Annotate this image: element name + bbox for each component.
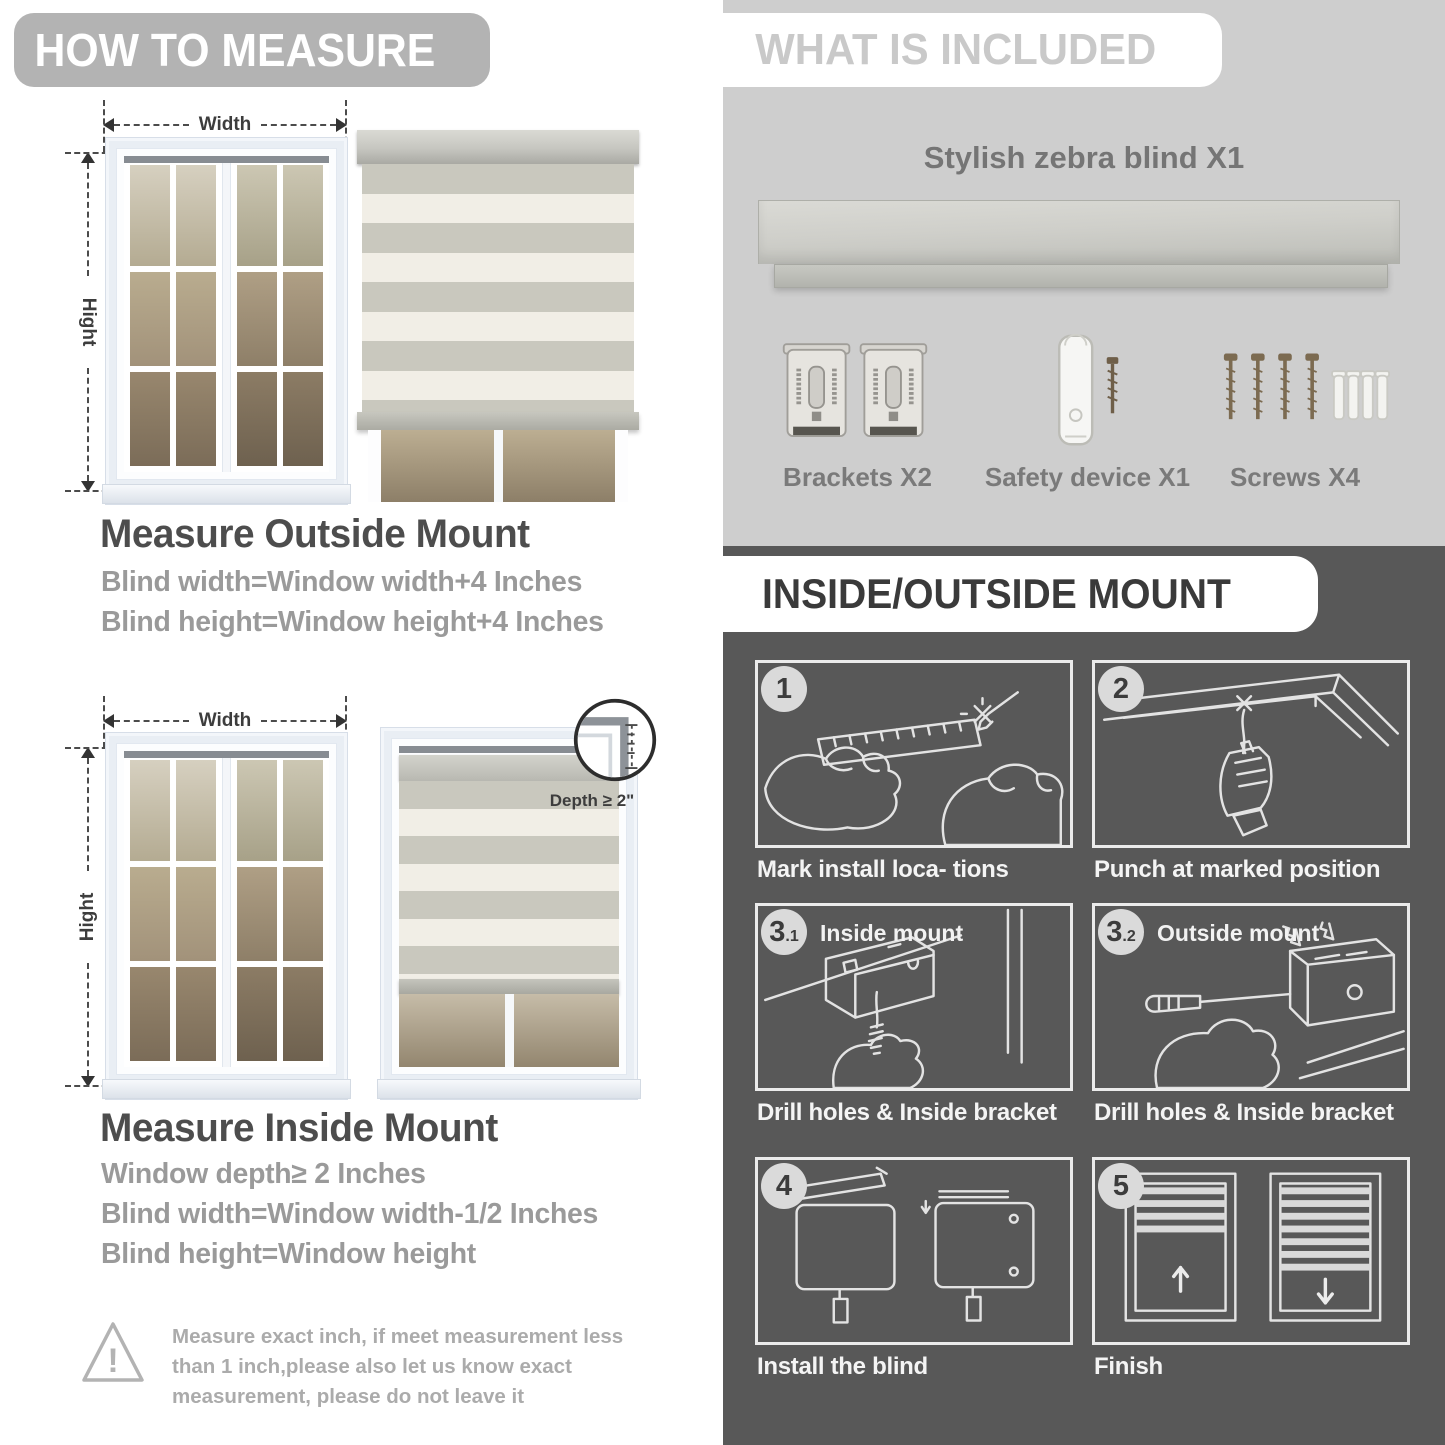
inside-outside-mount-panel	[723, 546, 1445, 1445]
cassette-top-bar	[758, 200, 1400, 264]
warning-triangle-icon	[78, 1316, 148, 1390]
step-number: 2	[1112, 672, 1130, 705]
window-casement-left	[124, 156, 222, 472]
height-label: Hight	[77, 892, 98, 942]
window-mullion	[494, 430, 503, 502]
blind-cassette	[357, 130, 639, 164]
blind-zebra-stripes	[362, 164, 634, 412]
step-5-caption: Finish	[1094, 1353, 1163, 1380]
outside-formula-width: Blind width=Window width+4 Inches	[101, 566, 583, 598]
window-pane	[176, 165, 216, 266]
step-2-caption: Punch at marked position	[1094, 856, 1381, 883]
dashed-line	[114, 124, 189, 126]
window-pane	[176, 760, 216, 861]
window-pane	[130, 372, 170, 466]
step-number-sub: .1	[785, 928, 799, 945]
screws-caption: Screws X4	[1229, 462, 1361, 492]
dashed-line	[87, 163, 89, 276]
window-mullion	[505, 994, 514, 1067]
window-mullion	[222, 156, 231, 472]
window-frame	[116, 743, 337, 1075]
screws-image	[1218, 346, 1390, 438]
dashed-line	[87, 368, 89, 481]
window-pane	[237, 760, 277, 861]
window-pane	[283, 967, 323, 1061]
window-pane	[381, 430, 494, 502]
width-arrow-outside	[103, 112, 347, 138]
dashed-line	[87, 963, 89, 1076]
step-3-2-caption: Drill holes & Inside bracket	[1094, 1099, 1394, 1126]
window-casement-right	[231, 751, 329, 1067]
step-number-sub: .2	[1122, 928, 1136, 945]
measure-inside-mount-title: Measure Inside Mount	[100, 1106, 498, 1150]
window-pane	[399, 994, 505, 1067]
window-sill	[102, 484, 351, 504]
blind-cassette-product-image	[758, 200, 1400, 290]
step-number: 3	[1106, 915, 1123, 948]
inside-formula-depth: Window depth≥ 2 Inches	[101, 1158, 426, 1190]
blind-bottom-rail	[399, 979, 619, 994]
step-2-box	[1092, 660, 1410, 848]
step-badge	[761, 909, 807, 955]
window-pane	[130, 272, 170, 366]
window-pane	[237, 867, 277, 961]
measure-outside-mount-title: Measure Outside Mount	[100, 512, 530, 556]
safety-device-caption: Safety device X1	[984, 462, 1191, 492]
window-frame	[116, 148, 337, 480]
dashed-line	[261, 720, 336, 722]
window-frame	[391, 738, 627, 1075]
window-pane	[514, 994, 620, 1067]
inside-outside-mount-header	[723, 556, 1318, 632]
window-pane	[176, 967, 216, 1061]
step-number: 1	[775, 672, 793, 705]
window-pane	[283, 760, 323, 861]
window-pane	[130, 967, 170, 1061]
step-badge	[1098, 1163, 1144, 1209]
what-is-included-panel	[723, 0, 1445, 546]
window-pane	[283, 867, 323, 961]
product-label: Stylish zebra blind X1	[923, 140, 1245, 175]
step-badge	[1098, 666, 1144, 712]
step-4-caption: Install the blind	[757, 1353, 928, 1380]
svg-text:!: !	[107, 1342, 119, 1380]
how-to-measure-header	[14, 13, 490, 87]
window-pane	[176, 272, 216, 366]
width-label: Width	[198, 114, 252, 135]
dashed-line	[261, 124, 336, 126]
window-pane	[283, 272, 323, 366]
inside-outside-mount-title: INSIDE/OUTSIDE MOUNT	[762, 570, 1231, 617]
brackets-caption: Brackets X2	[783, 462, 932, 492]
width-arrow-inside	[103, 708, 347, 734]
window-pane	[283, 165, 323, 266]
window-pane	[130, 760, 170, 861]
width-label: Width	[198, 710, 252, 731]
window-top-strip	[124, 751, 329, 758]
window-pane	[237, 372, 277, 466]
inside-formula-height: Blind height=Window height	[101, 1238, 476, 1270]
dashed-line	[87, 758, 89, 871]
step-1-caption: Mark install loca- tions	[757, 856, 1009, 883]
brackets-image	[780, 336, 930, 448]
window-casement-right	[231, 156, 329, 472]
step-1-box	[755, 660, 1073, 848]
dashed-line	[114, 720, 189, 722]
step-5-box	[1092, 1157, 1410, 1345]
window-illustration-inside	[105, 732, 348, 1100]
outside-formula-height: Blind height=Window height+4 Inches	[101, 606, 604, 638]
step-label: Outside mount	[1157, 920, 1320, 946]
step-label: Inside mount	[820, 920, 964, 946]
what-is-included-header	[723, 13, 1222, 87]
step-3-2-box	[1092, 903, 1410, 1091]
cassette-bottom-lip	[774, 264, 1388, 288]
step-4-box	[755, 1157, 1073, 1345]
window-illustration-outside	[105, 137, 348, 505]
step-number: 3	[769, 915, 786, 948]
window-pane	[283, 372, 323, 466]
window-below-blind	[368, 430, 628, 502]
window-pane	[237, 165, 277, 266]
window-glass	[124, 156, 329, 472]
what-is-included-title: WHAT IS INCLUDED	[755, 25, 1157, 74]
height-label-slot	[75, 871, 101, 963]
window-pane	[237, 967, 277, 1061]
height-label: Hight	[78, 297, 99, 347]
step-number: 4	[775, 1169, 793, 1202]
window-top-strip	[124, 156, 329, 163]
safety-device-image	[1050, 330, 1145, 452]
step-number: 5	[1112, 1169, 1130, 1202]
window-mullion	[222, 751, 231, 1067]
window-sill	[377, 1079, 641, 1099]
height-arrow-inside	[75, 747, 101, 1087]
zebra-blind-illustration-outside	[362, 130, 634, 502]
window-casement-left	[124, 751, 222, 1067]
blind-bottom-rail	[357, 412, 639, 430]
window-below-blind	[399, 994, 619, 1067]
step-badge	[761, 1163, 807, 1209]
step-3-1-caption: Drill holes & Inside bracket	[757, 1099, 1057, 1126]
measurement-warning-text: Measure exact inch, if meet measurement less than 1 inch,please also let us know exact measurement, please do not leave it	[172, 1325, 624, 1408]
window-pane	[176, 372, 216, 466]
how-to-measure-title: HOW TO MEASURE	[34, 24, 436, 76]
inside-formula-width: Blind width=Window width-1/2 Inches	[101, 1198, 599, 1230]
window-pane	[503, 430, 616, 502]
window-sill	[102, 1079, 351, 1099]
depth-label: Depth ≥ 2"	[549, 791, 635, 810]
step-badge	[1098, 909, 1144, 955]
step-badge	[761, 666, 807, 712]
height-label-slot	[75, 276, 101, 368]
height-arrow-outside	[75, 152, 101, 492]
window-pane	[130, 165, 170, 266]
window-pane	[237, 272, 277, 366]
window-pane	[176, 867, 216, 961]
step-3-1-box	[755, 903, 1073, 1091]
window-pane	[130, 867, 170, 961]
depth-magnifier-circle	[572, 697, 658, 783]
window-glass	[124, 751, 329, 1067]
